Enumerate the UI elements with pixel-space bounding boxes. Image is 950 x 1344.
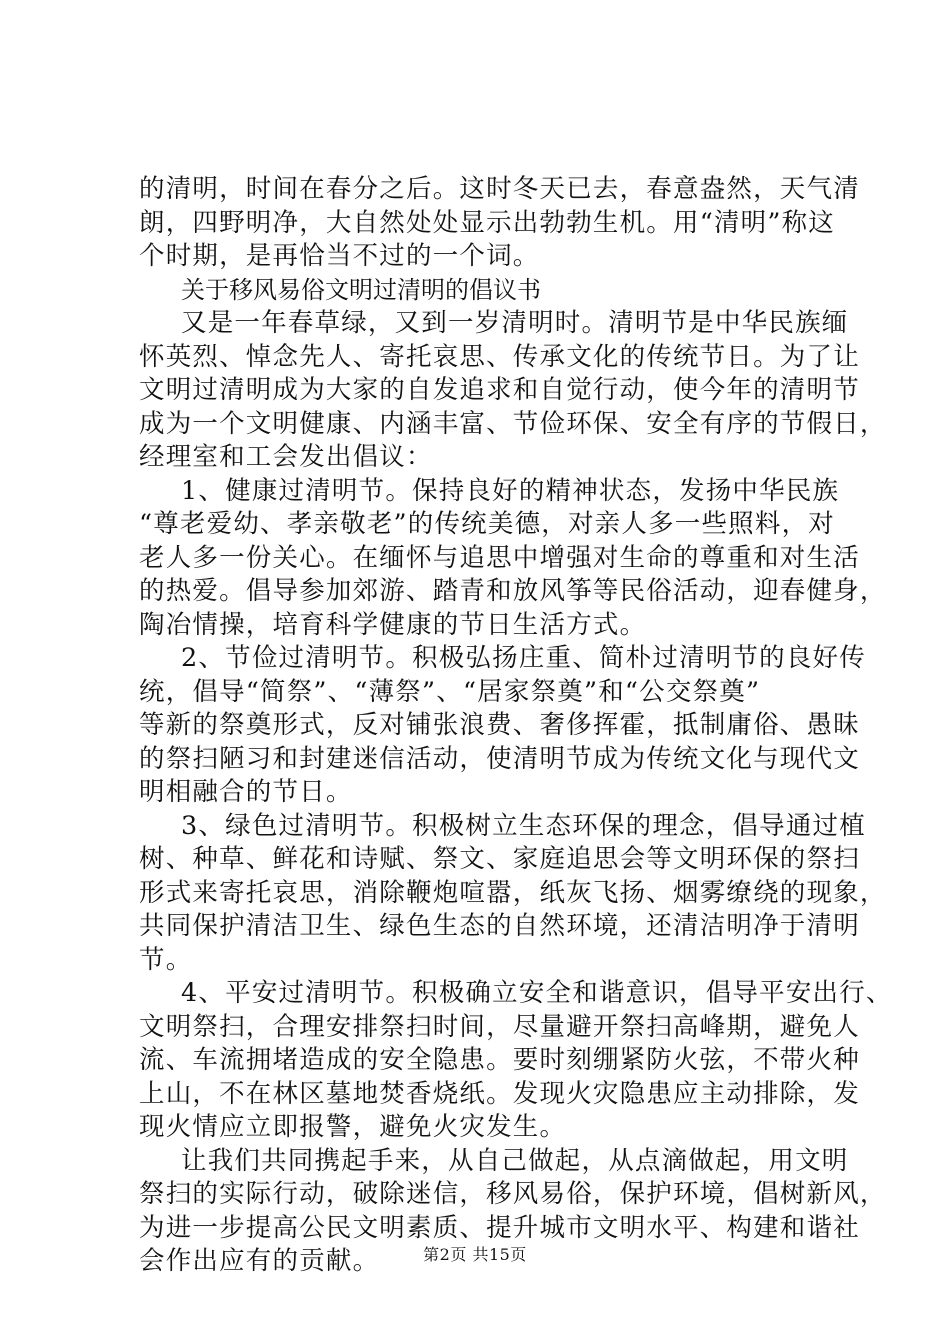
text-line: 明相融合的节日。 [139,777,353,807]
text-line: 文明过清明成为大家的自发追求和自觉行动，使今年的清明节 [139,375,860,405]
page-footer: 第2页 共15页 [423,1245,527,1264]
text-line: 的祭扫陋习和封建迷信活动，使清明节成为传统文化与现代文 [139,743,860,774]
text-line: 共同保护清洁卫生、绿色生态的自然环境，还清洁明净于清明 [139,911,860,941]
text-line: 上山，不在林区墓地焚香烧纸。发现火灾隐患应主动排除，发 [139,1078,860,1109]
paragraph-first-line: 1、健康过清明节。保持良好的精神状态，发扬中华民族 [181,475,840,506]
text-line: 树、种草、鲜花和诗赋、祭文、家庭追思会等文明环保的祭扫 [139,844,860,874]
section-title: 关于移风易俗文明过清明的倡议书 [181,275,541,304]
paragraph-first-line: 又是一年春草绿，又到一岁清明时。清明节是中华民族缅 [181,308,849,338]
text-line: 朗，四野明净，大自然处处显示出勃勃生机。用“清明”称这 [139,207,835,238]
text-line: 流、车流拥堵造成的安全隐患。要时刻绷紧防火弦，不带火种 [139,1045,860,1075]
document-body [139,173,893,1279]
text-line: 陶冶情操，培育科学健康的节日生活方式。 [139,609,647,640]
text-line: 经理室和工会发出倡议： [139,442,433,472]
paragraph-first-line: 4、平安过清明节。积极确立安全和谐意识，倡导平安出行、 [181,978,893,1008]
text-line: 形式来寄托哀思，消除鞭炮喧嚣，纸灰飞扬、烟雾缭绕的现象， [139,877,887,908]
text-line: 的热爱。倡导参加郊游、踏青和放风筝等民俗活动，迎春健身， [139,576,887,606]
text-line: 为进一步提高公民文明素质、提升城市文明水平、构建和谐社 [139,1212,860,1243]
text-line: 现火情应立即报警，避免火灾发生。 [139,1112,567,1142]
paragraph-first-line: 让我们共同携起手来，从自己做起，从点滴做起，用文明 [181,1145,849,1176]
text-line: 祭扫的实际行动，破除迷信，移风易俗，保护环境，倡树新风， [139,1179,887,1209]
text-line: 成为一个文明健康、内涵丰富、节俭环保、安全有序的节假日， [139,408,887,439]
text-line: 文明祭扫，合理安排祭扫时间，尽量避开祭扫高峰期，避免人 [139,1011,860,1042]
text-line: 会作出应有的贡献。 [139,1246,380,1276]
paragraph-first-line: 2、节俭过清明节。积极弘扬庄重、简朴过清明节的良好传 [181,643,866,673]
text-line: 的清明，时间在春分之后。这时冬天已去，春意盎然，天气清 [139,174,860,204]
text-line: 等新的祭奠形式，反对铺张浪费、奢侈挥霍，抵制庸俗、愚昧 [139,710,860,740]
text-line: 节。 [139,944,193,975]
text-line: 怀英烈、悼念先人、寄托哀思、传承文化的传统节日。为了让 [139,341,860,372]
text-line: 个时期，是再恰当不过的一个词。 [139,241,540,271]
paragraph-first-line: 3、绿色过清明节。积极树立生态环保的理念，倡导通过植 [181,810,866,841]
text-line: 老人多一份关心。在缅怀与追思中增强对生命的尊重和对生活 [139,542,860,573]
text-line: “尊老爱幼、孝亲敬老”的传统美德，对亲人多一些照料，对 [139,509,835,539]
text-line: 统，倡导“简祭”、“薄祭”、“居家祭奠”和“公交祭奠” [139,676,761,707]
